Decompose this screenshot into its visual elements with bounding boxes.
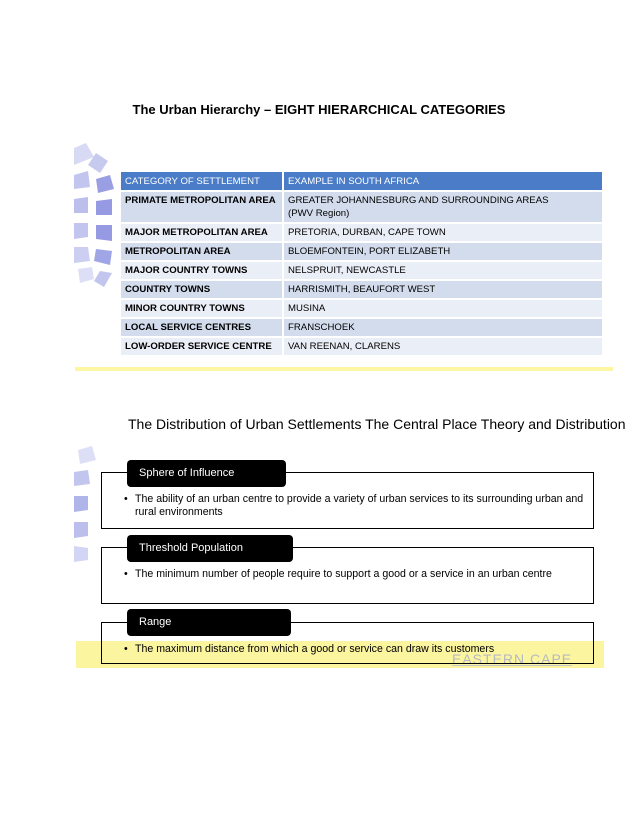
slide-urban-hierarchy xyxy=(0,0,638,380)
slide-title: The Urban Hierarchy – EIGHT HIERARCHICAL CATEGORIES xyxy=(132,102,506,117)
urban-hierarchy-table xyxy=(121,172,604,355)
example-cell: VAN REENAN, CLARENS xyxy=(283,337,603,355)
column-header-category: CATEGORY OF SETTLEMENT xyxy=(121,172,283,191)
category-cell: PRIMATE METROPOLITAN AREA xyxy=(121,191,283,223)
table-row xyxy=(121,223,603,242)
table-row xyxy=(121,299,603,318)
example-cell: HARRISMITH, BEAUFORT WEST xyxy=(283,280,603,299)
example-note: (PWV Region) xyxy=(288,208,350,219)
table-row xyxy=(121,337,603,355)
eastern-cape-logo-text: EASTERN CAPE xyxy=(452,651,573,667)
category-cell: COUNTRY TOWNS xyxy=(121,280,283,299)
table-row xyxy=(121,261,603,280)
category-cell: MAJOR METROPOLITAN AREA xyxy=(121,223,283,242)
category-cell: MAJOR COUNTRY TOWNS xyxy=(121,261,283,280)
example-line: GREATER JOHANNESBURG AND SURROUNDING AREAS xyxy=(288,195,549,206)
concept-definition: • The maximum distance from which a good or service can draw its customers xyxy=(135,643,593,656)
concept-definition: • The minimum number of people require to support a good or a service in an urban centre xyxy=(135,568,593,581)
slide-divider xyxy=(75,367,613,371)
example-cell: FRANSCHOEK xyxy=(283,318,603,337)
slide-title-2: The Distribution of Urban Settlements The Central Place Theory and Distribution xyxy=(128,416,626,432)
example-cell: BLOEMFONTEIN, PORT ELIZABETH xyxy=(283,242,603,261)
example-cell: MUSINA xyxy=(283,299,603,318)
table-row xyxy=(121,242,603,261)
category-cell: LOCAL SERVICE CENTRES xyxy=(121,318,283,337)
concept-definition: • The ability of an urban centre to provide a variety of urban services to its surrounding urban and rural environments xyxy=(135,493,593,519)
category-cell: MINOR COUNTRY TOWNS xyxy=(121,299,283,318)
table-row xyxy=(121,318,603,337)
example-cell xyxy=(283,191,603,223)
category-cell: METROPOLITAN AREA xyxy=(121,242,283,261)
decorative-circle-pattern-2 xyxy=(74,446,104,576)
table-header-row xyxy=(121,172,603,191)
table-row xyxy=(121,280,603,299)
category-cell: LOW-ORDER SERVICE CENTRE xyxy=(121,337,283,355)
column-header-example: EXAMPLE IN SOUTH AFRICA xyxy=(283,172,603,191)
table-row xyxy=(121,191,603,223)
concept-term-tab: Threshold Population xyxy=(127,535,293,562)
concept-term-tab: Sphere of Influence xyxy=(127,460,286,487)
example-cell: NELSPRUIT, NEWCASTLE xyxy=(283,261,603,280)
decorative-circle-pattern xyxy=(74,143,124,293)
concept-term-tab: Range xyxy=(127,609,291,636)
example-cell: PRETORIA, DURBAN, CAPE TOWN xyxy=(283,223,603,242)
